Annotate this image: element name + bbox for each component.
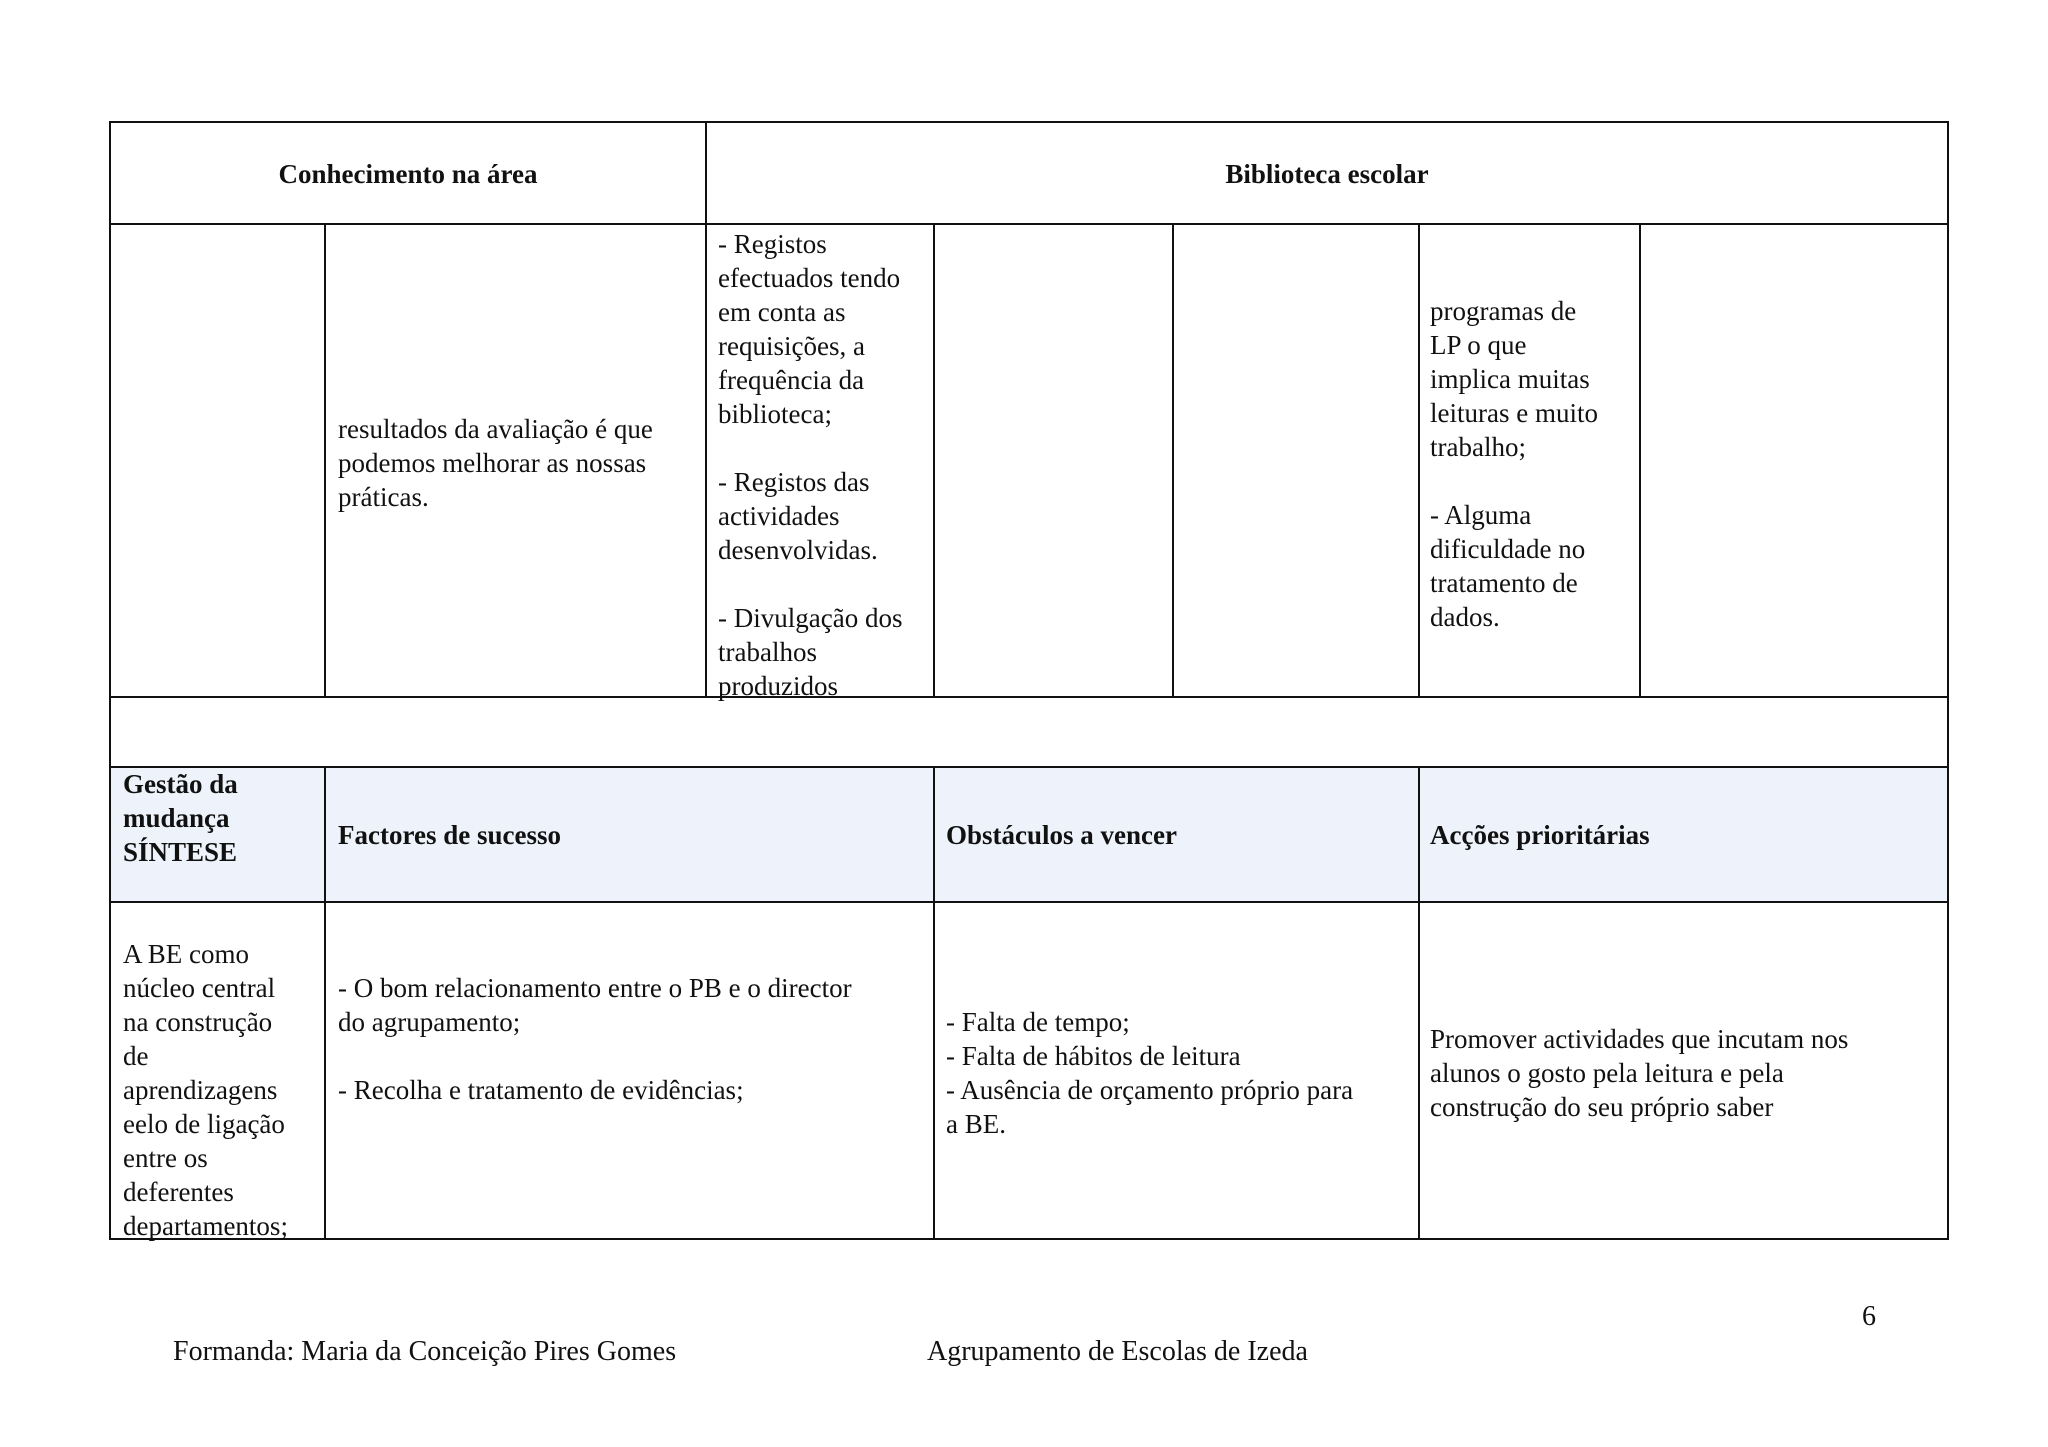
table-border-spacer-bottom — [109, 766, 1949, 768]
synthesis-header-accoes-prioritarias: Acções prioritárias — [1430, 820, 1650, 850]
page-number: 6 — [1862, 1301, 1876, 1332]
upper-row-divider-6 — [1639, 223, 1641, 698]
synthesis-divider-2 — [933, 766, 935, 1240]
upper-row-cell-3: - Registos efectuados tendo em conta as requisições, a frequência da biblioteca; - Registos das actividades desenvolvidas. - Divulgação dos trabalhos produzidos — [718, 229, 903, 701]
table-border-header-bottom — [109, 223, 1949, 225]
synthesis-row-cell-1: A BE como núcleo central na construção de aprendizagens eelo de ligação entre os deferentes departamentos; — [123, 939, 288, 1241]
table-border-bottom — [109, 1238, 1949, 1240]
upper-row-divider-5 — [1418, 223, 1420, 698]
table-border-right — [1947, 121, 1949, 1240]
synthesis-divider-3 — [1418, 766, 1420, 1240]
synthesis-header-obstaculos-a-vencer: Obstáculos a vencer — [946, 820, 1177, 850]
footer-school: Agrupamento de Escolas de Izeda — [927, 1336, 1308, 1367]
synthesis-divider-1 — [324, 766, 326, 1240]
upper-row-cell-6: programas de LP o que implica muitas leituras e muito trabalho; - Alguma dificuldade no tratamento de dados. — [1430, 296, 1598, 632]
footer-author: Formanda: Maria da Conceição Pires Gomes — [173, 1336, 677, 1367]
table-border-synthesis-header-bottom — [109, 901, 1949, 903]
upper-row-divider-2 — [705, 223, 707, 698]
synthesis-row-cell-2: - O bom relacionamento entre o PB e o director do agrupamento; - Recolha e tratamento de evidências; — [338, 973, 852, 1105]
synthesis-row-cell-4: Promover actividades que incutam nos alunos o gosto pela leitura e pela construção do seu próprio saber — [1430, 1024, 1849, 1122]
synthesis-header-factores-de-sucesso: Factores de sucesso — [338, 820, 561, 850]
synthesis-row-cell-3: - Falta de tempo; - Falta de hábitos de leitura - Ausência de orçamento próprio para a BE. — [946, 1007, 1354, 1139]
table-border-top — [109, 121, 1949, 123]
header-biblioteca-escolar: Biblioteca escolar — [1225, 159, 1429, 189]
upper-row-divider-1 — [324, 223, 326, 698]
synthesis-header-gestao-da-mudanca: Gestão da mudança SÍNTESE — [123, 769, 238, 867]
upper-row-cell-2: resultados da avaliação é que podemos melhorar as nossas práticas. — [338, 414, 653, 512]
upper-row-divider-3 — [933, 223, 935, 698]
table-border-upper-row-bottom — [109, 696, 1949, 698]
upper-row-divider-4 — [1172, 223, 1174, 698]
header-conhecimento-na-area: Conhecimento na área — [278, 159, 538, 189]
table-border-left — [109, 121, 111, 1240]
